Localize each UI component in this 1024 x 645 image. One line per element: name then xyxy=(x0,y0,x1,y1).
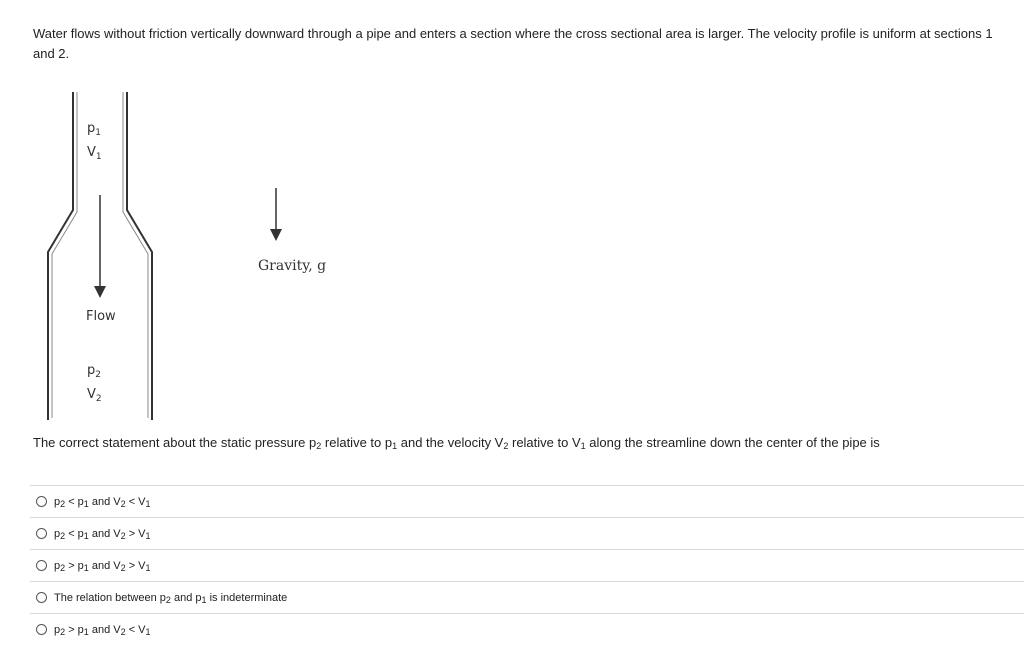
answer-options xyxy=(30,485,1024,645)
gravity-label: Gravity, g xyxy=(258,258,327,274)
answer-option[interactable] xyxy=(30,517,1024,549)
flow-label: Flow xyxy=(86,309,116,324)
radio-button[interactable] xyxy=(36,528,47,539)
option-label: $p_2 > p_1$ and $V_2 > V_1$ xyxy=(54,559,151,573)
option-label: The relation between $p_2$ and $p_1$ is indeterminate xyxy=(54,591,288,605)
question-stem: The correct statement about the static pressure $p_2$ relative to $p_1$ and the velocity $V_2$ relative to $V_1$ along the streamline down the center of the pipe is xyxy=(33,435,880,451)
option-label: $p_2 < p_1$ and $V_2 > V_1$ xyxy=(54,527,151,541)
radio-button[interactable] xyxy=(36,496,47,507)
answer-option[interactable] xyxy=(30,549,1024,581)
answer-option[interactable] xyxy=(30,613,1024,645)
option-label: $p_2 < p_1$ and $V_2 < V_1$ xyxy=(54,495,151,509)
pipe-diagram-svg xyxy=(0,80,400,420)
option-label: $p_2 > p_1$ and $V_2 < V_1$ xyxy=(54,623,151,637)
answer-option[interactable] xyxy=(30,581,1024,613)
p1-label: $p_1$ xyxy=(87,121,101,138)
radio-button[interactable] xyxy=(36,592,47,603)
radio-button[interactable] xyxy=(36,624,47,635)
radio-button[interactable] xyxy=(36,560,47,571)
v2-label: $V_2$ xyxy=(87,387,102,404)
v1-label: $V_1$ xyxy=(87,145,102,162)
pipe-diagram xyxy=(0,80,400,420)
answer-option[interactable] xyxy=(30,485,1024,517)
p2-label: $p_2$ xyxy=(87,363,101,380)
question-text: Water flows without friction vertically downward through a pipe and enters a section where the cross sectional area is larger. The velocity profile is uniform at sections 1 and 2. xyxy=(33,26,993,61)
